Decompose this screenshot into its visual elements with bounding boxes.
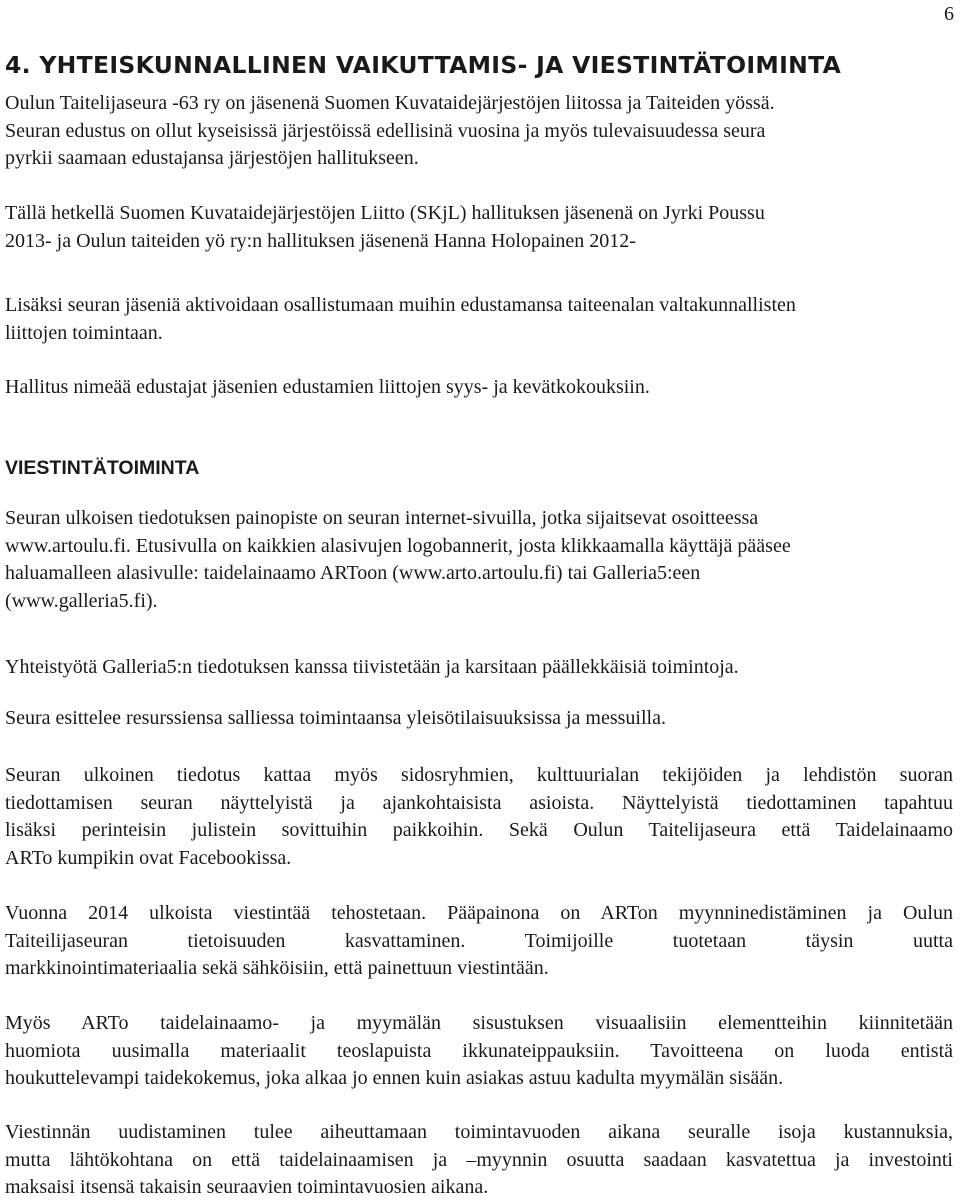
paragraph-website — [5, 505, 791, 615]
paragraph-membership — [5, 90, 775, 173]
text-line: Seuran ulkoinen tiedotus kattaa myös sidosryhmien, kulttuurialan tekijöiden ja lehdistön suoran — [5, 764, 953, 786]
text-line: Tällä hetkellä Suomen Kuvataidejärjestöjen Liitto (SKjL) hallituksen jäsenenä on Jyrki Poussu — [5, 202, 765, 224]
text-line: tiedottamisen seuran näyttelyistä ja ajankohtaisista asioista. Näyttelyistä tiedottaminen tapahtuu — [5, 791, 953, 814]
text-line: huomiota uusimalla materiaalit teoslapuista ikkunateippauksiin. Tavoitteena on luoda entistä — [5, 1039, 953, 1062]
paragraph-arto-visuals — [5, 1010, 953, 1093]
text-line: Yhteistyötä Galleria5:n tiedotuksen kanssa tiivistetään ja karsitaan päällekkäisiä toimintoja. — [5, 656, 739, 678]
text-line: www.artoulu.fi. Etusivulla on kaikkien alasivujen logobannerit, josta klikkaamalla käyttäjä pääsee — [5, 534, 791, 557]
text-line: houkuttelevampi taidekokemus, joka alkaa jo ennen kuin asiakas astuu kadulta myymälän sisään. — [5, 1067, 784, 1089]
text-line: Seura esittelee resurssiensa salliessa toimintaansa yleisötilaisuuksissa ja messuilla. — [5, 707, 666, 729]
section-heading: 4. YHTEISKUNNALLINEN VAIKUTTAMIS- JA VIESTINTÄTOIMINTA — [5, 51, 842, 79]
text-line: Lisäksi seuran jäseniä aktivoidaan osallistumaan muihin edustamansa taiteenalan valtakunnallisten — [5, 294, 796, 316]
text-line: pyrkii saamaan edustajansa järjestöjen hallitukseen. — [5, 147, 419, 169]
paragraph-galleria5 — [5, 654, 739, 682]
paragraph-2014-plans — [5, 900, 953, 983]
text-line: ARTo kumpikin ovat Facebookissa. — [5, 846, 292, 869]
paragraph-external-communication — [5, 762, 953, 872]
text-line: Oulun Taitelijaseura -63 ry on jäsenenä Suomen Kuvataidejärjestöjen liitossa ja Taiteiden yössä. — [5, 92, 775, 114]
page-number: 6 — [944, 3, 954, 25]
paragraph-activation — [5, 292, 796, 347]
text-line: Taiteilijaseuran tietoisuuden kasvattaminen. Toimijoille tuotetaan täysin uutta — [5, 929, 953, 952]
viestinta-heading: VIESTINTÄTOIMINTA — [5, 457, 200, 479]
text-line: mutta lähtökohtana on että taidelainaamisen ja –myynnin osuutta saadaan kasvatettua ja investointi — [5, 1148, 953, 1171]
text-line: Viestinnän uudistaminen tulee aiheuttamaan toimintavuoden aikana seuralle isoja kustannuksia, — [5, 1121, 953, 1143]
text-line: 2013- ja Oulun taiteiden yö ry:n hallituksen jäsenenä Hanna Holopainen 2012- — [5, 229, 636, 252]
text-line: (www.galleria5.fi). — [5, 589, 158, 612]
text-line: Myös ARTo taidelainaamo- ja myymälän sisustuksen visuaalisiin elementteihin kiinnitetään — [5, 1012, 953, 1034]
text-line: liittojen toimintaan. — [5, 321, 163, 344]
text-line: Seuran edustus on ollut kyseisissä järjestöissä edellisinä vuosina ja myös tulevaisuudessa seura — [5, 119, 766, 142]
text-line: markkinointimateriaalia sekä sähköisiin, että painettuun viestintään. — [5, 957, 549, 979]
text-line: Seuran ulkoisen tiedotuksen painopiste on seuran internet-sivuilla, jotka sijaitsevat osoitteessa — [5, 507, 759, 529]
text-line: lisäksi perinteisin julistein sovittuihin paikkoihin. Sekä Oulun Taitelijaseura että Taidelainaamo — [5, 819, 953, 841]
text-line: haluamalleen alasivulle: taidelainaamo ARToon (www.arto.artoulu.fi) tai Galleria5:een — [5, 562, 701, 584]
paragraph-board-members — [5, 200, 765, 255]
text-line: Hallitus nimeää edustajat jäsenien edustamien liittojen syys- ja kevätkokouksiin. — [5, 376, 650, 398]
text-line: Vuonna 2014 ulkoista viestintää tehostetaan. Pääpainona on ARTon myynninedistäminen ja Oulun — [5, 902, 953, 924]
text-line: maksaisi itsensä takaisin seuraavien toimintavuosien aikana. — [5, 1176, 489, 1198]
paragraph-representatives — [5, 374, 650, 402]
paragraph-renewal-costs — [5, 1119, 953, 1202]
paragraph-events — [5, 705, 666, 733]
